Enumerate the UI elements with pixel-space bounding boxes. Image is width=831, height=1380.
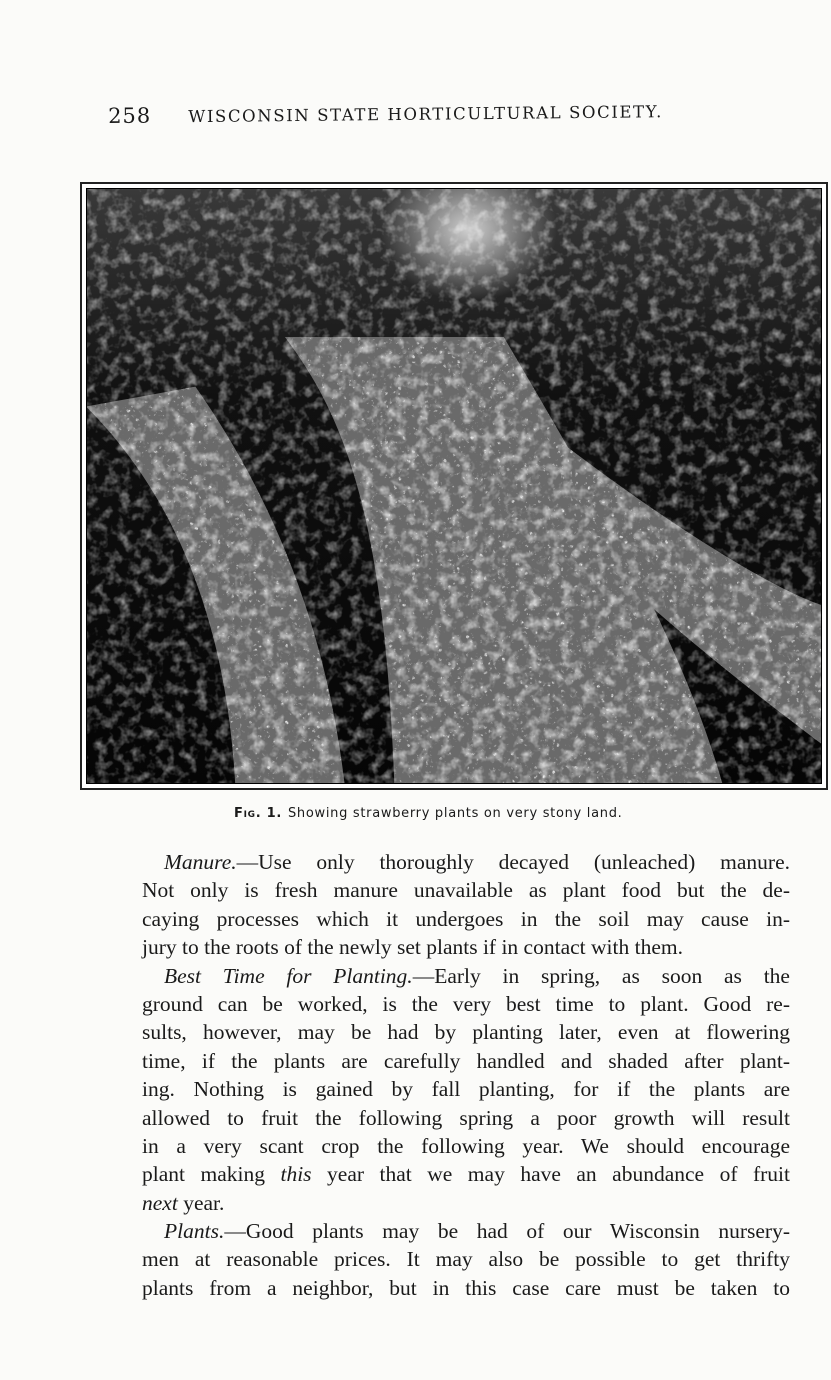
text-line-8: time, if the plants are carefully handled and shaded after plant-: [142, 1048, 790, 1073]
text-line-13: next year.: [142, 1190, 225, 1215]
body-text: [142, 848, 790, 1302]
text-line-6: ground can be worked, is the very best time to plant. Good re-: [142, 991, 790, 1016]
text-line-1: Manure.—Use only thoroughly decayed (unleached) manure.: [164, 850, 790, 874]
figure-1: [80, 182, 828, 790]
figure-label: Fig. 1.: [234, 806, 282, 821]
text-line-7: sults, however, may be had by planting later, even at flowering: [142, 1020, 790, 1045]
running-header: [108, 97, 748, 128]
text-line-11: in a very scant crop the following year. We should encourage: [142, 1133, 790, 1158]
text-line-15: men at reasonable prices. It may also be possible to get thrifty: [142, 1247, 790, 1272]
text-line-16: plants from a neighbor, but in this case care must be taken to: [142, 1275, 790, 1300]
text-line-3: caying processes which it undergoes in the soil may cause in-: [142, 906, 790, 931]
page-number: 258: [108, 103, 152, 128]
strawberry-field-photo: [86, 188, 822, 784]
text-line-5: Best Time for Planting.—Early in spring, as soon as the: [164, 963, 790, 988]
figure-caption: [234, 806, 622, 821]
text-line-4: jury to the roots of the newly set plants if in contact with them.: [142, 935, 683, 960]
text-line-10: allowed to fruit the following spring a poor growth will result: [142, 1105, 790, 1130]
text-line-14: Plants.—Good plants may be had of our Wisconsin nursery-: [164, 1219, 790, 1244]
caption-text: Showing strawberry plants on very stony land.: [287, 806, 623, 821]
text-line-9: ing. Nothing is gained by fall planting, for if the plants are: [142, 1077, 790, 1102]
text-line-12: plant making this year that we may have an abundance of fruit: [142, 1162, 791, 1187]
text-line-2: Not only is fresh manure unavailable as plant food but the de-: [142, 878, 790, 903]
running-title: WISCONSIN STATE HORTICULTURAL SOCIETY.: [188, 102, 663, 127]
